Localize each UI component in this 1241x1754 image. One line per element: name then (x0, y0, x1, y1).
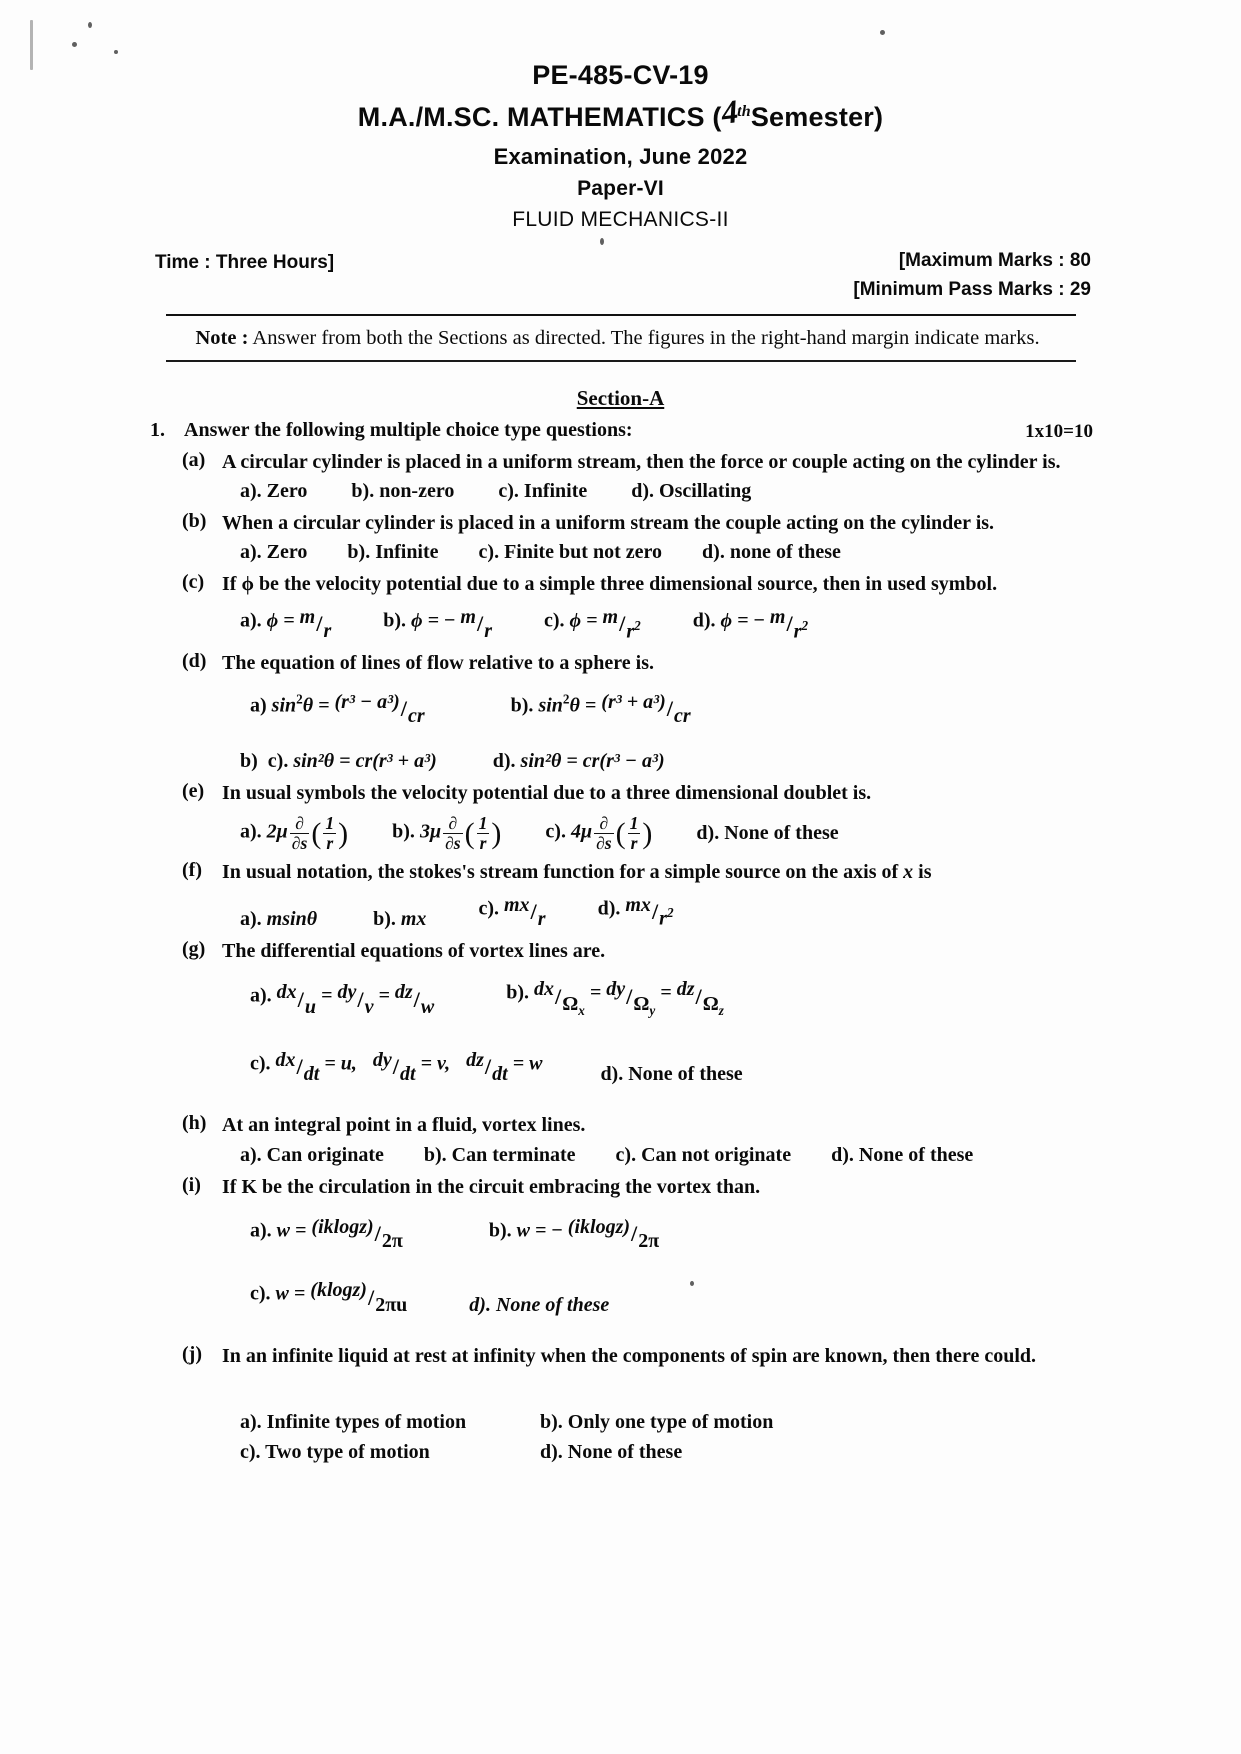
option-b-prefix: b). (506, 981, 535, 1004)
option-c-prefix: c). (250, 1052, 276, 1075)
option-a[interactable] (240, 908, 317, 931)
option-row-2 (222, 1441, 1091, 1464)
option-a[interactable]: a) $\sin^2\theta = (r^3 - a^3)/cr$ (250, 690, 425, 727)
scan-speck (600, 238, 604, 245)
question-1h (150, 1112, 1091, 1166)
exam-meta-row (0, 250, 1241, 314)
question-1e (150, 780, 1091, 852)
question-1a-stem: A circular cylinder is placed in a uniform stream, then the force or couple acting on the cylinder is. (222, 450, 1061, 473)
option-c[interactable]: c). mx/r (478, 893, 546, 931)
option-d[interactable]: d). None of these (469, 1293, 610, 1316)
phi-symbol: ϕ (241, 573, 254, 596)
option-b-den: r (484, 620, 492, 643)
option-c-prefix: c). (544, 609, 570, 632)
paper-number: Paper-VI (577, 177, 664, 200)
option-b[interactable] (373, 908, 426, 931)
question-1 (150, 419, 1091, 442)
question-1h-label: (h) (182, 1112, 207, 1135)
option-a-lhs: sin (271, 693, 297, 716)
question-1g-options-row2 (222, 1049, 1091, 1086)
question-1i-stem: If K be the circulation in the circuit embracing the vortex than. (222, 1175, 761, 1198)
examination-session: Examination, June 2022 (493, 144, 748, 169)
partial-derivative-operator: ∂ ∂s (596, 813, 612, 853)
option-a-prefix: a). (250, 984, 277, 1007)
option-c-den: r (537, 908, 546, 931)
course-title-suffix: Semester) (750, 102, 884, 132)
option-b-coef: 3μ (419, 820, 442, 843)
stem-pre: If (222, 573, 242, 596)
question-1b (150, 510, 1091, 564)
question-1f-options (222, 894, 1091, 931)
option-a[interactable]: a). 2μ ∂ ∂s ( $\frac{1}{r}$ ) (240, 813, 349, 853)
option-d[interactable]: d). $mx/r^2$ (597, 893, 674, 931)
option-c[interactable]: c). Two type of motion (240, 1441, 430, 1464)
option-c[interactable]: c). $\phi = m/r^2$ (544, 605, 641, 643)
section-a-title: Section-A (576, 385, 665, 410)
option-d[interactable]: d). None of these (600, 1063, 743, 1086)
option-b[interactable]: b). $\sin^2\theta = (r^3 + a^3)/cr$ (510, 690, 691, 727)
question-1c-label: (c) (182, 571, 205, 594)
option-d-den: r (659, 908, 667, 931)
question-1d (150, 650, 1091, 773)
option-a-text: msinθ (266, 908, 318, 931)
note-text (166, 316, 1076, 360)
option-a[interactable]: a). Zero (240, 541, 308, 564)
option-c-prefix: c). (545, 820, 571, 843)
option-a-lhs-var: θ = (302, 693, 335, 716)
option-c[interactable]: c). Finite but not zero (478, 541, 663, 564)
option-c-prefix: c). (250, 1282, 276, 1305)
option-b-prefix: b). (488, 1219, 517, 1242)
option-b-num: m (460, 605, 476, 628)
stem-post: be the velocity potential due to a simple three dimensional source, then in used symbol. (253, 573, 998, 596)
partial-derivative-operator: ∂ ∂s (445, 813, 461, 853)
question-1-marks: 1x10=10 (1025, 420, 1093, 442)
option-c[interactable]: c). Can not originate (615, 1143, 792, 1166)
option-c-lhs: w = (275, 1282, 311, 1305)
option-b-sign: − (444, 609, 461, 632)
question-1f-label: (f) (182, 859, 202, 882)
option-c-text: sin²θ = cr(r³ + a³) (293, 749, 437, 772)
option-d-den: r (793, 620, 802, 643)
option-c-num: m (602, 605, 619, 628)
question-1b-label: (b) (182, 509, 207, 532)
question-1j-label: (j) (182, 1342, 202, 1365)
question-1c (150, 571, 1091, 643)
option-b[interactable]: b). Can terminate (423, 1143, 576, 1166)
option-b-text: mx (400, 908, 427, 931)
option-d-sign: − (753, 609, 770, 632)
option-a-prefix: a). (240, 609, 267, 632)
question-1e-stem: In usual symbols the velocity potential due to a three dimensional doublet is. (222, 781, 872, 804)
option-d[interactable]: d). None of these (696, 821, 839, 844)
exam-body (0, 386, 1241, 1465)
maximum-marks: [Maximum Marks : 80 (898, 250, 1091, 271)
question-1j-stem: In an infinite liquid at rest at infinity when the components of spin are known, then there could. (222, 1344, 1036, 1367)
page-header (0, 0, 1241, 232)
option-a-prefix: a). (240, 820, 267, 843)
question-1j-options (222, 1411, 1091, 1464)
option-c-prefix: c). (478, 897, 504, 920)
question-1a-label: (a) (182, 448, 206, 471)
option-b-lhs: sin (538, 693, 563, 716)
option-a[interactable]: a). Can originate (240, 1143, 384, 1166)
option-b[interactable]: b). Infinite (347, 541, 439, 564)
option-d[interactable]: d). Oscillating (631, 479, 752, 502)
stem-variable: x (903, 861, 914, 884)
option-d-text: sin²θ = cr(r³ − a³) (520, 749, 665, 772)
question-1b-stem: When a circular cylinder is placed in a uniform stream the couple acting on the cylinder is. (222, 511, 995, 534)
question-1d-label: (d) (182, 650, 207, 673)
option-b-prefix: b). (510, 693, 539, 716)
minimum-pass-marks: [Minimum Pass Marks : 29 (853, 279, 1091, 300)
question-1g (150, 938, 1091, 1086)
option-b-lhs-sup: 2 (562, 691, 570, 707)
question-1e-options (222, 814, 1091, 852)
question-1-text: Answer the following multiple choice type questions: (184, 418, 633, 441)
note-bottom-rule (166, 360, 1076, 362)
question-1d-options-row1 (222, 691, 1091, 728)
option-a-lhs-sup: 2 (296, 691, 303, 707)
option-b[interactable]: b). 3μ ∂ ∂s ( $\frac{1}{r}$ ) (392, 813, 502, 853)
option-a-den: cr (407, 704, 425, 727)
stem-post: is (913, 861, 932, 884)
question-1i (150, 1174, 1091, 1317)
option-a-prefix: a). (240, 908, 267, 931)
option-c[interactable]: c). w = (klogz)/2πu (250, 1279, 408, 1316)
question-1i-options-row1 (222, 1216, 1091, 1253)
question-1g-stem: The differential equations of vortex lines are. (222, 940, 606, 963)
option-a-phi: ϕ = (266, 609, 300, 632)
option-b-den: cr (674, 704, 691, 727)
option-d[interactable]: d). none of these (702, 541, 841, 564)
question-1h-options (222, 1144, 1091, 1167)
option-d-den-sup: 2 (666, 905, 674, 921)
one-over-r: $\frac{1}{r}$ (478, 813, 488, 853)
option-d[interactable]: d). None of these (831, 1143, 974, 1166)
option-c-num: mx (503, 893, 530, 916)
option-d-prefix: d). (692, 609, 721, 632)
option-c-coef: 4μ (570, 820, 593, 843)
option-a-coef: 2μ (266, 820, 288, 843)
option-a[interactable]: a). ϕ = m/r (240, 605, 332, 643)
option-d-num: m (769, 605, 786, 628)
option-b[interactable]: b). w = − (iklogz)/2π (488, 1216, 660, 1253)
option-b-num: (r³ + a³) (601, 690, 666, 713)
semester-handwritten: 4 (719, 94, 739, 132)
option-b[interactable]: b). $dx/\Omega_x = dy/\Omega_y = dz/\Omega_z$ (506, 978, 724, 1018)
option-a-num: (r³ − a³) (334, 690, 400, 713)
option-d-num: mx (625, 893, 651, 916)
partial-derivative-operator: ∂ ∂s (291, 813, 308, 853)
question-1j (150, 1343, 1091, 1464)
one-over-r: $\frac{1}{r}$ (325, 813, 335, 853)
option-row-1 (222, 1411, 1091, 1434)
option-d-prefix: d). (597, 897, 626, 920)
option-d-prefix: d). (492, 749, 521, 772)
option-c-prefix: c). (267, 749, 294, 772)
option-a-prefix: a) (250, 693, 272, 716)
note-label: Note : (195, 327, 249, 349)
question-1a-options (222, 480, 1091, 503)
question-1h-stem: At an integral point in a fluid, vortex lines. (222, 1114, 586, 1137)
scan-speck (690, 1281, 694, 1286)
question-1c-stem (222, 571, 1091, 597)
option-b-prefix: b). (383, 609, 412, 632)
row2-stray-label: b) (240, 749, 258, 772)
question-1b-options (222, 541, 1091, 564)
semester-handwritten-suffix: th (737, 103, 751, 120)
question-1f-stem (222, 859, 1091, 885)
option-b-lhs: w = (516, 1219, 552, 1242)
option-c-phi: ϕ = (569, 609, 603, 632)
note-body: Answer from both the Sections as directed. The figures in the right-hand margin indicate marks. (248, 327, 1040, 349)
option-c[interactable] (268, 750, 437, 773)
option-a-den: r (323, 620, 332, 643)
question-1f (150, 859, 1091, 931)
option-c[interactable]: c). 4μ ∂ ∂s ( $\frac{1}{r}$ ) (545, 813, 653, 853)
question-1e-label: (e) (182, 779, 205, 802)
option-b-lhs-var: θ = (569, 693, 602, 716)
option-a[interactable]: a). Infinite types of motion (240, 1411, 467, 1434)
option-a[interactable]: a). w = (iklogz)/2π (250, 1216, 403, 1253)
option-b[interactable]: b). Only one type of motion (540, 1411, 774, 1434)
option-b[interactable]: b). non-zero (351, 479, 455, 502)
option-a[interactable]: a). Zero (240, 479, 308, 502)
option-b-phi: ϕ = (411, 609, 444, 632)
subject-title: FLUID MECHANICS-II (512, 208, 729, 231)
option-d-phi: ϕ = (720, 609, 754, 632)
paper-code: PE-485-CV-19 (532, 60, 709, 90)
question-1i-options-row2 (222, 1279, 1091, 1316)
time-allowed: Time : Three Hours] (155, 252, 335, 273)
question-1-number: 1. (150, 418, 165, 441)
question-1a (150, 449, 1091, 503)
option-c-den-sup: 2 (634, 617, 641, 633)
option-d[interactable]: d). None of these (540, 1441, 683, 1464)
course-title-prefix: M.A./M.SC. MATHEMATICS ( (357, 102, 722, 132)
course-title (0, 94, 1241, 135)
option-a-lhs: w = (276, 1219, 312, 1242)
option-d-den-sup: 2 (801, 617, 809, 633)
option-a-prefix: a). (250, 1219, 277, 1242)
question-1d-stem: The equation of lines of flow relative to a sphere is. (222, 652, 655, 675)
question-1g-label: (g) (182, 938, 206, 961)
question-1d-options-row2 (222, 750, 1091, 773)
option-c[interactable]: c). Infinite (498, 479, 588, 502)
question-1g-options-row1 (222, 978, 1091, 1018)
option-d[interactable]: d). ϕ = − $m/r^2$ (692, 605, 809, 643)
stem-pre: In usual notation, the stokes's stream function for a simple source on the axis of (222, 861, 904, 884)
question-1c-options (222, 606, 1091, 643)
question-1i-label: (i) (182, 1173, 201, 1196)
option-b-prefix: b). (373, 908, 401, 931)
option-b[interactable]: b). ϕ = − m/r (383, 605, 492, 643)
option-b-prefix: b). (392, 820, 420, 843)
option-d[interactable] (493, 750, 665, 773)
one-over-r: $\frac{1}{r}$ (629, 813, 639, 853)
option-c[interactable]: c). dx/dt = u, dy/dt = v, dz/dt = w (250, 1048, 543, 1086)
option-a[interactable]: a). dx/u = dy/v = dz/w (250, 981, 435, 1018)
option-a-num: m (299, 605, 316, 628)
option-c-den: r (626, 620, 635, 643)
